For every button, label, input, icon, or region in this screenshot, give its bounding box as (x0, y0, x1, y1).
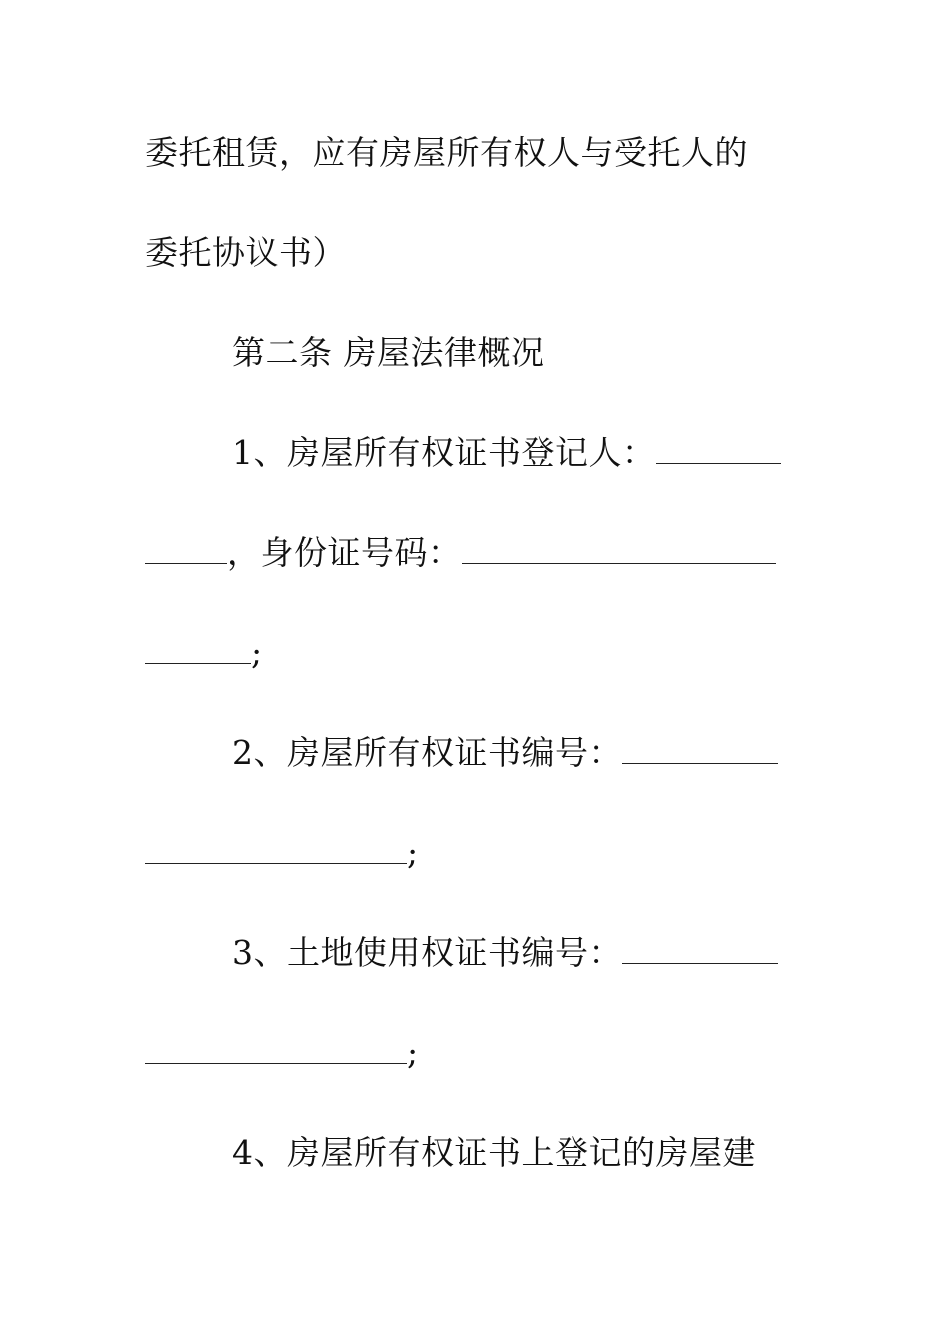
item-1-label: 1、房屋所有权证书登记人： (232, 433, 656, 472)
ownership-cert-number-blank[interactable] (622, 735, 778, 764)
item-1-line (232, 433, 781, 473)
item-3-label: 3、土地使用权证书编号： (232, 933, 622, 972)
item-3-end: ; (407, 1033, 419, 1072)
item-2-line (232, 733, 778, 773)
land-use-cert-number-blank[interactable] (622, 935, 778, 964)
item-2-end: ; (407, 833, 419, 872)
id-number-label: ，身份证号码： (227, 533, 462, 572)
item-4-line: 4、房屋所有权证书上登记的房屋建 (232, 1133, 756, 1172)
land-use-cert-number-blank-cont[interactable] (145, 1035, 407, 1064)
id-number-blank[interactable] (462, 535, 776, 564)
paragraph-line: 委托协议书） (145, 233, 346, 272)
item-3-line (232, 933, 778, 973)
item-1-end: ; (251, 633, 263, 672)
id-number-blank-cont[interactable] (145, 635, 251, 664)
item-1-continuation-2 (145, 633, 263, 673)
ownership-cert-number-blank-cont[interactable] (145, 835, 407, 864)
article-heading: 第二条 房屋法律概况 (232, 333, 545, 372)
item-3-continuation (145, 1033, 419, 1073)
item-1-continuation (145, 533, 776, 573)
registrant-blank-cont[interactable] (145, 535, 227, 564)
paragraph-line: 委托租赁，应有房屋所有权人与受托人的 (145, 133, 748, 172)
registrant-blank[interactable] (656, 435, 781, 464)
item-2-continuation (145, 833, 419, 873)
item-2-label: 2、房屋所有权证书编号： (232, 733, 622, 772)
